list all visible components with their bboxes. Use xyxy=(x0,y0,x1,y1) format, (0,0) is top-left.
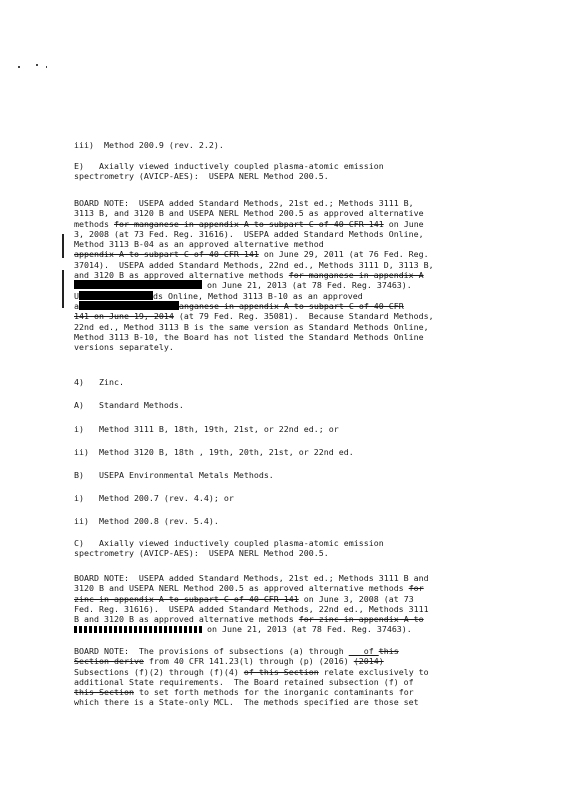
item-4A: A) Standard Methods. xyxy=(74,400,184,410)
board-note-manganese: BOARD NOTE: USEPA added Standard Methods, 21st ed.; Methods 3111 B, 3113 B, and 3120 B and USEPA NERL Method 200.5 as approved alternative methods for manganese in appendix A to subpart C of 40 CFR 141 on June 3, 2008 (at 73 Fed. Reg. 31616). USEPA added Standard Methods Online, Method 3113 B-04 as an approved alternative method appendix A to subpart C of 40 CFR 141 on June 29, 2011 (at 76 Fed. Reg. 37014). USEPA added Standard Methods, 22nd ed., Methods 3111 D, 3113 B, and 3120 B as approved alternative methods for manganese in appendix A on June 21, 2013 (at 78 Fed. Reg. 37463). U ds Online, Method 3113 B-10 as an approved a anganese in appendix A to subpart C of 40 CFR 141 on June 19, 2014 (at 79 Fed. Reg. 35081). Because Standard Methods, 22nd ed., Method 3113 B is the same version as Standard Methods Online, Method 3113 B-10, the Board has not listed the Standard Methods Online versions separately. xyxy=(74,198,506,352)
text-line: Fed. Reg. 31616). USEPA added Standard Methods, 22nd ed., Methods 3111 xyxy=(74,603,429,614)
item-iii: iii) Method 200.9 (rev. 2.2). xyxy=(74,140,224,150)
text-line: 3113 B, and 3120 B and USEPA NERL Method 200.5 as approved alternative xyxy=(74,208,424,219)
scan-speck xyxy=(36,64,38,66)
text-line: 3, 2008 (at 73 Fed. Reg. 31616). USEPA added Standard Methods Online, xyxy=(74,228,424,239)
redaction-bar xyxy=(74,280,202,289)
item-4: 4) Zinc. xyxy=(74,377,124,387)
text-line: methods for manganese in appendix A to subpart C of 40 CFR 141 on June xyxy=(74,218,424,229)
board-note-zinc: BOARD NOTE: USEPA added Standard Methods, 21st ed.; Methods 3111 B and 3120 B and USEPA NERL Method 200.5 as approved alternative methods for zinc in appendix A to subpart C of 40 CFR 141 on June 3, 2008 (at 73 Fed. Reg. 31616). USEPA added Standard Methods, 22nd ed., Methods 3111 B and 3120 B as approved alternative methods for zinc in appendix A to on June 21, 2013 (at 78 Fed. Reg. 37463). xyxy=(74,573,506,635)
text-line: appendix A to subpart C of 40 CFR 141 on June 29, 2011 (at 76 Fed. Reg. xyxy=(74,249,429,260)
margin-change-bar xyxy=(62,270,64,308)
item-4B-i: i) Method 200.7 (rev. 4.4); or xyxy=(74,493,234,503)
board-note-provisions: BOARD NOTE: The provisions of subsections (a) through of this Section derive from 40 CFR 141.23(l) through (p) (2016) (2014) Subsections (f)(2) through (f)(4) of this Section relate exclusively to additional State requirements. The Board retained subsection (f) of this Section to set forth methods for the inorganic contaminants for which there is a State-only MCL. The methods specified are those set xyxy=(74,646,429,708)
redaction-bar xyxy=(79,291,153,300)
redaction-bar xyxy=(74,626,202,633)
text-line: zinc in appendix A to subpart C of 40 CFR 141 on June 3, 2008 (at 73 xyxy=(74,593,414,604)
text-line: 37014). USEPA added Standard Methods, 22nd ed., Methods 3111 D, 3113 B, xyxy=(74,259,434,270)
item-4B-ii: ii) Method 200.8 (rev. 5.4). xyxy=(74,516,219,526)
text-line: B and 3120 B as approved alternative methods for zinc in appendix A to xyxy=(74,614,424,625)
text-line: and 3120 B as approved alternative methods for manganese in appendix A xyxy=(74,270,424,281)
margin-change-bar xyxy=(62,234,64,258)
text-line: Method 3113 B-04 as an approved alternative method xyxy=(74,239,329,250)
item-4A-ii: ii) Method 3120 B, 18th , 19th, 20th, 21st, or 22nd ed. xyxy=(74,447,354,457)
item-4C: C) Axially viewed inductively coupled plasma-atomic emission spectrometry (AVICP-AES): USEPA NERL Method 200.5. xyxy=(74,538,384,559)
item-4A-i: i) Method 3111 B, 18th, 19th, 21st, or 22nd ed.; or xyxy=(74,424,339,434)
scan-speck xyxy=(18,66,20,68)
text-line: BOARD NOTE: USEPA added Standard Methods, 21st ed.; Methods 3111 B and xyxy=(74,573,429,583)
item-E: E) Axially viewed inductively coupled plasma-atomic emission spectrometry (AVICP-AES): USEPA NERL Method 200.5. xyxy=(74,161,384,182)
text-line: 3120 B and USEPA NERL Method 200.5 as approved alternative methods for xyxy=(74,583,424,594)
scan-speck xyxy=(46,66,47,68)
redaction-bar xyxy=(79,301,179,310)
text-line: BOARD NOTE: USEPA added Standard Methods, 21st ed.; Methods 3111 B, xyxy=(74,198,414,208)
item-4B: B) USEPA Environmental Metals Methods. xyxy=(74,470,274,480)
